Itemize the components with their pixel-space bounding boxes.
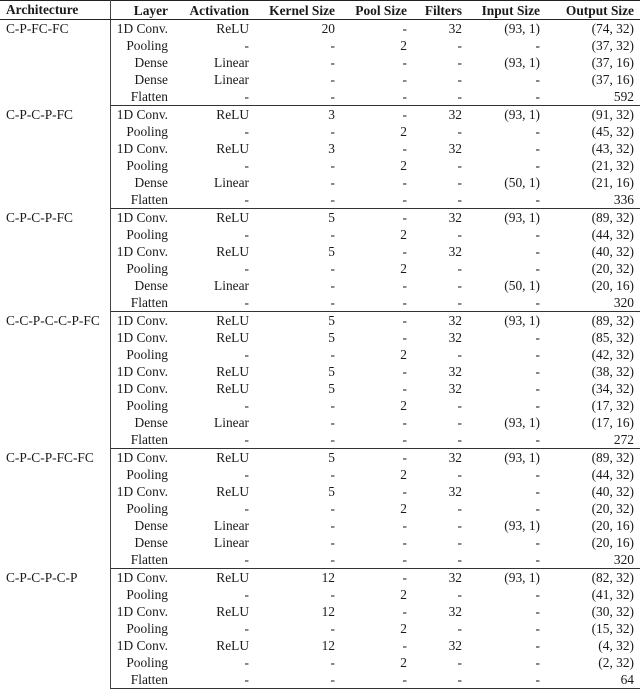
input-size-cell: - [468,431,546,449]
pool-size-cell: 2 [400,38,407,53]
output-size-cell: (37, 16) [591,55,634,70]
output-size-cell: (85, 32) [591,330,634,345]
layer-cell: 1D Conv. [116,364,168,379]
activation-cell: - [244,621,249,636]
activation-cell: ReLU [216,484,249,499]
kernel-size-cell: - [330,621,335,636]
filters-cell: - [457,261,462,276]
filters-cell: - [413,671,468,689]
input-size-cell: - [535,484,540,499]
input-size-cell: - [535,604,540,619]
pool-size-cell: 2 [400,227,407,242]
activation-cell: - [174,671,255,689]
kernel-size-cell: - [255,551,341,569]
output-size-cell: (37, 16) [591,72,634,87]
output-size-cell: (44, 32) [591,467,634,482]
kernel-size-cell: - [330,227,335,242]
kernel-size-cell: - [255,294,341,312]
filters-cell: - [457,124,462,139]
header-output-size: Output Size [546,1,640,20]
pool-size-cell: - [402,72,407,87]
activation-cell: - [244,124,249,139]
input-size-cell: - [535,347,540,362]
input-size-cell: (93, 1) [504,415,540,430]
pool-size-cell: - [402,278,407,293]
header-activation: Activation [174,1,255,20]
activation-cell: - [244,347,249,362]
filters-cell: 32 [448,484,462,499]
output-size-cell: (17, 32) [591,398,634,413]
output-size-cell: (45, 32) [591,124,634,139]
header-layer: Layer [110,1,174,20]
filters-cell: - [413,191,468,209]
layer-cell: Pooling [126,227,168,242]
layer-cell: Flatten [110,294,174,312]
activation-cell: - [174,88,255,106]
output-size-cell: (44, 32) [591,227,634,242]
architecture-cell: C-P-C-P-FC [0,209,110,312]
layer-cell: Dense [134,535,168,550]
filters-cell: 32 [448,364,462,379]
input-size-cell: (50, 1) [504,175,540,190]
layer-cell: Flatten [110,191,174,209]
kernel-size-cell: 5 [328,210,335,225]
pool-size-cell: - [402,244,407,259]
kernel-size-cell: - [330,467,335,482]
activation-cell: - [174,294,255,312]
kernel-size-cell: 5 [328,484,335,499]
input-size-cell: - [535,501,540,516]
activation-cell: Linear [214,55,249,70]
output-size-cell: (30, 32) [591,604,634,619]
filters-cell: - [457,347,462,362]
filters-cell: 32 [448,330,462,345]
input-size-cell: (93, 1) [504,210,540,225]
input-size-cell: - [535,398,540,413]
architecture-cell: C-P-FC-FC [0,20,110,106]
pool-size-cell: - [402,570,407,585]
filters-cell: 32 [448,570,462,585]
pool-size-cell: 2 [400,655,407,670]
input-size-cell: - [468,191,546,209]
filters-cell: 32 [448,107,462,122]
kernel-size-cell: - [255,191,341,209]
layer-cell: Pooling [126,158,168,173]
activation-cell: ReLU [216,638,249,653]
activation-cell: Linear [214,72,249,87]
header-row [0,1,640,20]
input-size-cell: - [468,671,546,689]
filters-cell: - [457,467,462,482]
table-row [0,449,640,467]
filters-cell: - [457,587,462,602]
output-size-cell: 592 [546,88,640,106]
kernel-size-cell: - [330,72,335,87]
kernel-size-cell: - [330,38,335,53]
filters-cell: 32 [448,141,462,156]
pool-size-cell: 2 [400,347,407,362]
pool-size-cell: - [402,484,407,499]
activation-cell: ReLU [216,313,249,328]
output-size-cell: (89, 32) [591,313,634,328]
output-size-cell: (40, 32) [591,484,634,499]
pool-size-cell: - [402,638,407,653]
input-size-cell: - [535,227,540,242]
input-size-cell: - [535,381,540,396]
kernel-size-cell: - [255,431,341,449]
activation-cell: - [174,551,255,569]
filters-cell: 32 [448,450,462,465]
pool-size-cell: - [341,191,413,209]
input-size-cell: - [468,88,546,106]
layer-cell: 1D Conv. [116,604,168,619]
activation-cell: ReLU [216,141,249,156]
kernel-size-cell: 12 [321,638,335,653]
filters-cell: - [457,227,462,242]
layer-cell: 1D Conv. [116,570,168,585]
activation-cell: - [244,261,249,276]
kernel-size-cell: - [330,55,335,70]
output-size-cell: (38, 32) [591,364,634,379]
activation-cell: ReLU [216,244,249,259]
table-body [0,20,640,689]
input-size-cell: (93, 1) [504,21,540,36]
pool-size-cell: - [402,518,407,533]
pool-size-cell: - [402,364,407,379]
kernel-size-cell: - [330,261,335,276]
output-size-cell: (42, 32) [591,347,634,362]
table-row [0,106,640,124]
layer-cell: Pooling [126,38,168,53]
pool-size-cell: 2 [400,501,407,516]
kernel-size-cell: - [330,158,335,173]
kernel-size-cell: - [330,415,335,430]
kernel-size-cell: - [330,587,335,602]
activation-cell: ReLU [216,210,249,225]
activation-cell: - [244,398,249,413]
kernel-size-cell: - [330,655,335,670]
filters-cell: 32 [448,244,462,259]
filters-cell: 32 [448,21,462,36]
filters-cell: - [413,88,468,106]
input-size-cell: - [535,467,540,482]
pool-size-cell: 2 [400,467,407,482]
input-size-cell: - [468,294,546,312]
activation-cell: Linear [214,518,249,533]
filters-cell: - [457,158,462,173]
activation-cell: ReLU [216,604,249,619]
activation-cell: ReLU [216,570,249,585]
layer-cell: Pooling [126,347,168,362]
input-size-cell: - [535,655,540,670]
pool-size-cell: - [402,141,407,156]
filters-cell: 32 [448,313,462,328]
kernel-size-cell: - [330,501,335,516]
input-size-cell: - [535,535,540,550]
input-size-cell: (93, 1) [504,450,540,465]
layer-cell: Dense [134,175,168,190]
input-size-cell: - [535,158,540,173]
kernel-size-cell: 5 [328,330,335,345]
filters-cell: 32 [448,638,462,653]
input-size-cell: - [535,621,540,636]
input-size-cell: (93, 1) [504,55,540,70]
filters-cell: - [413,431,468,449]
kernel-size-cell: 12 [321,604,335,619]
activation-cell: ReLU [216,330,249,345]
kernel-size-cell: 20 [321,21,335,36]
pool-size-cell: - [402,107,407,122]
output-size-cell: (89, 32) [591,450,634,465]
layer-cell: Dense [134,415,168,430]
layer-cell: Dense [134,55,168,70]
input-size-cell: - [535,141,540,156]
output-size-cell: (40, 32) [591,244,634,259]
pool-size-cell: - [341,551,413,569]
filters-cell: 32 [448,210,462,225]
pool-size-cell: - [402,55,407,70]
pool-size-cell: - [341,671,413,689]
output-size-cell: (37, 32) [591,38,634,53]
filters-cell: - [457,278,462,293]
layer-cell: Pooling [126,587,168,602]
filters-cell: - [457,38,462,53]
pool-size-cell: 2 [400,158,407,173]
pool-size-cell: 2 [400,124,407,139]
layer-cell: Pooling [126,124,168,139]
kernel-size-cell: - [255,671,341,689]
table-row [0,209,640,227]
layer-cell: Dense [134,518,168,533]
kernel-size-cell: 12 [321,570,335,585]
filters-cell: - [413,551,468,569]
layer-cell: Pooling [126,621,168,636]
activation-cell: ReLU [216,364,249,379]
table-row [0,20,640,38]
architecture-cell: C-P-C-P-FC-FC [0,449,110,569]
output-size-cell: (20, 16) [591,535,634,550]
layer-cell: 1D Conv. [116,244,168,259]
kernel-size-cell: 3 [328,141,335,156]
layer-cell: Flatten [110,551,174,569]
output-size-cell: 320 [546,551,640,569]
kernel-size-cell: - [255,88,341,106]
output-size-cell: (43, 32) [591,141,634,156]
layer-cell: Pooling [126,398,168,413]
activation-cell: ReLU [216,21,249,36]
activation-cell: - [174,191,255,209]
filters-cell: - [457,175,462,190]
architecture-cell: C-P-C-P-FC [0,106,110,209]
output-size-cell: (2, 32) [598,655,634,670]
kernel-size-cell: 5 [328,313,335,328]
pool-size-cell: - [402,313,407,328]
input-size-cell: - [535,244,540,259]
pool-size-cell: 2 [400,261,407,276]
filters-cell: - [457,415,462,430]
pool-size-cell: 2 [400,587,407,602]
pool-size-cell: - [402,381,407,396]
layer-cell: Dense [134,278,168,293]
filters-cell: - [457,398,462,413]
pool-size-cell: - [341,431,413,449]
output-size-cell: (20, 16) [591,278,634,293]
kernel-size-cell: - [330,535,335,550]
layer-cell: 1D Conv. [116,638,168,653]
kernel-size-cell: - [330,278,335,293]
pool-size-cell: - [402,210,407,225]
table-row [0,312,640,330]
layer-cell: Pooling [126,261,168,276]
activation-cell: Linear [214,415,249,430]
activation-cell: ReLU [216,381,249,396]
output-size-cell: 336 [546,191,640,209]
filters-cell: - [457,535,462,550]
input-size-cell: - [535,124,540,139]
filters-cell: - [457,518,462,533]
input-size-cell: (93, 1) [504,518,540,533]
header-architecture: Architecture [0,1,110,20]
pool-size-cell: - [341,88,413,106]
kernel-size-cell: 5 [328,450,335,465]
output-size-cell: (17, 16) [591,415,634,430]
output-size-cell: (20, 32) [591,261,634,276]
layer-cell: 1D Conv. [116,210,168,225]
input-size-cell: - [535,587,540,602]
input-size-cell: - [535,38,540,53]
header-input-size: Input Size [468,1,546,20]
kernel-size-cell: - [330,347,335,362]
architecture-cell: C-C-P-C-C-P-FC [0,312,110,449]
input-size-cell: - [535,638,540,653]
pool-size-cell: - [402,604,407,619]
pool-size-cell: - [402,450,407,465]
kernel-size-cell: - [330,398,335,413]
pool-size-cell: - [402,330,407,345]
output-size-cell: 64 [546,671,640,689]
output-size-cell: (4, 32) [598,638,634,653]
layer-cell: 1D Conv. [116,21,168,36]
layer-cell: 1D Conv. [116,107,168,122]
pool-size-cell: - [402,415,407,430]
activation-cell: ReLU [216,107,249,122]
activation-cell: ReLU [216,450,249,465]
kernel-size-cell: - [330,518,335,533]
activation-cell: - [244,587,249,602]
input-size-cell: (50, 1) [504,278,540,293]
activation-cell: - [244,158,249,173]
input-size-cell: - [535,261,540,276]
table-header [0,1,640,20]
output-size-cell: (89, 32) [591,210,634,225]
kernel-size-cell: 3 [328,107,335,122]
layer-cell: Pooling [126,467,168,482]
kernel-size-cell: - [330,124,335,139]
filters-cell: 32 [448,604,462,619]
header-filters: Filters [413,1,468,20]
activation-cell: Linear [214,535,249,550]
filters-cell: - [457,501,462,516]
input-size-cell: (93, 1) [504,570,540,585]
pool-size-cell: 2 [400,398,407,413]
header-pool-size: Pool Size [341,1,413,20]
input-size-cell: - [535,72,540,87]
input-size-cell: - [535,330,540,345]
activation-cell: Linear [214,175,249,190]
output-size-cell: (15, 32) [591,621,634,636]
activation-cell: - [244,467,249,482]
table-row [0,569,640,587]
layer-cell: Flatten [110,431,174,449]
pool-size-cell: - [341,294,413,312]
layer-cell: Dense [134,72,168,87]
filters-cell: - [457,655,462,670]
filters-cell: - [457,72,462,87]
pool-size-cell: - [402,175,407,190]
layer-cell: Pooling [126,501,168,516]
kernel-size-cell: 5 [328,381,335,396]
layer-cell: Flatten [110,88,174,106]
layer-cell: 1D Conv. [116,141,168,156]
output-size-cell: (20, 32) [591,501,634,516]
activation-cell: - [244,227,249,242]
output-size-cell: (41, 32) [591,587,634,602]
activation-cell: - [174,431,255,449]
output-size-cell: (21, 16) [591,175,634,190]
layer-cell: 1D Conv. [116,330,168,345]
activation-cell: - [244,655,249,670]
layer-cell: Pooling [126,655,168,670]
output-size-cell: (34, 32) [591,381,634,396]
pool-size-cell: - [402,535,407,550]
input-size-cell: (93, 1) [504,313,540,328]
output-size-cell: (82, 32) [591,570,634,585]
layer-cell: 1D Conv. [116,381,168,396]
output-size-cell: 320 [546,294,640,312]
input-size-cell: - [468,551,546,569]
header-kernel-size: Kernel Size [255,1,341,20]
output-size-cell: 272 [546,431,640,449]
pool-size-cell: - [402,21,407,36]
activation-cell: - [244,38,249,53]
kernel-size-cell: 5 [328,364,335,379]
output-size-cell: (91, 32) [591,107,634,122]
input-size-cell: - [535,364,540,379]
input-size-cell: (93, 1) [504,107,540,122]
output-size-cell: (21, 32) [591,158,634,173]
layer-cell: 1D Conv. [116,313,168,328]
architecture-cell: C-P-C-P-C-P [0,569,110,689]
layer-cell: Flatten [110,671,174,689]
filters-cell: 32 [448,381,462,396]
layer-cell: 1D Conv. [116,450,168,465]
filters-cell: - [457,55,462,70]
output-size-cell: (74, 32) [591,21,634,36]
filters-cell: - [413,294,468,312]
filters-cell: - [457,621,462,636]
kernel-size-cell: 5 [328,244,335,259]
activation-cell: - [244,501,249,516]
activation-cell: Linear [214,278,249,293]
pool-size-cell: 2 [400,621,407,636]
output-size-cell: (20, 16) [591,518,634,533]
kernel-size-cell: - [330,175,335,190]
layer-cell: 1D Conv. [116,484,168,499]
